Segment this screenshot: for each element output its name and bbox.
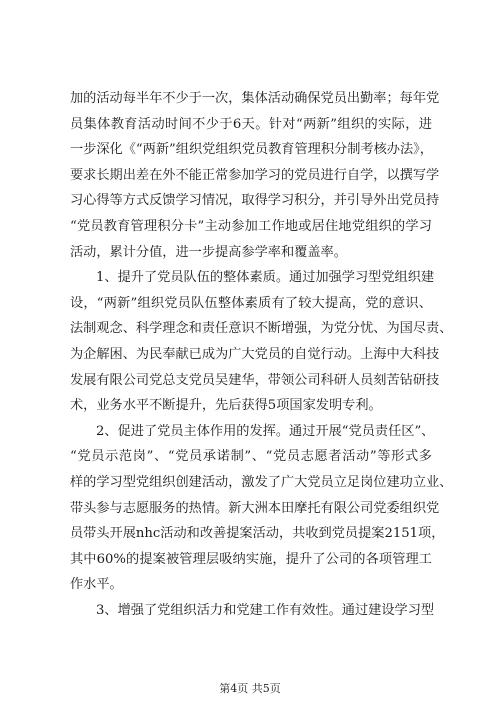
text-line: “党员示范岗”、“党员承诺制”、“党员志愿者活动”等形式多 xyxy=(70,449,432,465)
text-line: 一步深化《“两新”组织党组织党员教育管理积分制考核办法》， xyxy=(70,142,433,158)
text-line: 其中60%的提案被管理层吸纳实施，提升了公司的各项管理工 xyxy=(70,551,432,567)
text-line: 设，“两新”组织党员队伍整体素质有了较大提高，党的意识、 xyxy=(70,295,432,311)
text-line: 法制观念、科学理念和责任意识不断增强，为党分忧、为国尽责、 xyxy=(70,321,453,337)
text-line: 员带头开展nhc活动和改善提案活动，共收到党员提案2151项， xyxy=(70,526,445,542)
text-line: 术，业务水平不断提升，先后获得5项国家发明专利。 xyxy=(70,398,382,414)
paragraph-start-line: 2、促进了党员主体作用的发挥。通过开展“党员责任区”、 xyxy=(96,423,435,439)
text-line: 员集体教育活动时间不少于6天。针对“两新”组织的实际，进 xyxy=(70,116,432,132)
text-line: 带头参与志愿服务的热情。新大洲本田摩托有限公司党委组织党 xyxy=(70,500,440,516)
text-line: 要求长期出差在外不能正常参加学习的党员进行自学，以撰写学 xyxy=(70,167,440,183)
text-line: 为企解困、为民奉献已成为广大党员的自觉行动。上海中大科技 xyxy=(70,346,440,362)
text-line: 作水平。 xyxy=(70,577,123,593)
text-line: 习心得等方式反馈学习情况，取得学习积分，并引导外出党员持 xyxy=(70,193,440,209)
text-line: 活动，累计分值，进一步提高参学率和覆盖率。 xyxy=(70,244,347,260)
paragraph-start-line: 3、增强了党组织活力和党建工作有效性。通过建设学习型 xyxy=(96,602,435,618)
paragraph-start-line: 1、提升了党员队伍的整体素质。通过加强学习型党组织建 xyxy=(96,270,435,286)
text-line: “党员教育管理积分卡”主动参加工作地或居住地党组织的学习 xyxy=(70,218,432,234)
text-line: 发展有限公司党总支党员吴建华，带领公司科研人员刻苦钻研技 xyxy=(70,372,440,388)
text-line: 样的学习型党组织创建活动，激发了广大党员立足岗位建功立业、 xyxy=(70,474,453,490)
text-line: 加的活动每半年不少于一次，集体活动确保党员出勤率；每年党 xyxy=(70,91,440,106)
body-text xyxy=(70,86,453,623)
page-footer: 第4页 共5页 xyxy=(219,682,281,695)
